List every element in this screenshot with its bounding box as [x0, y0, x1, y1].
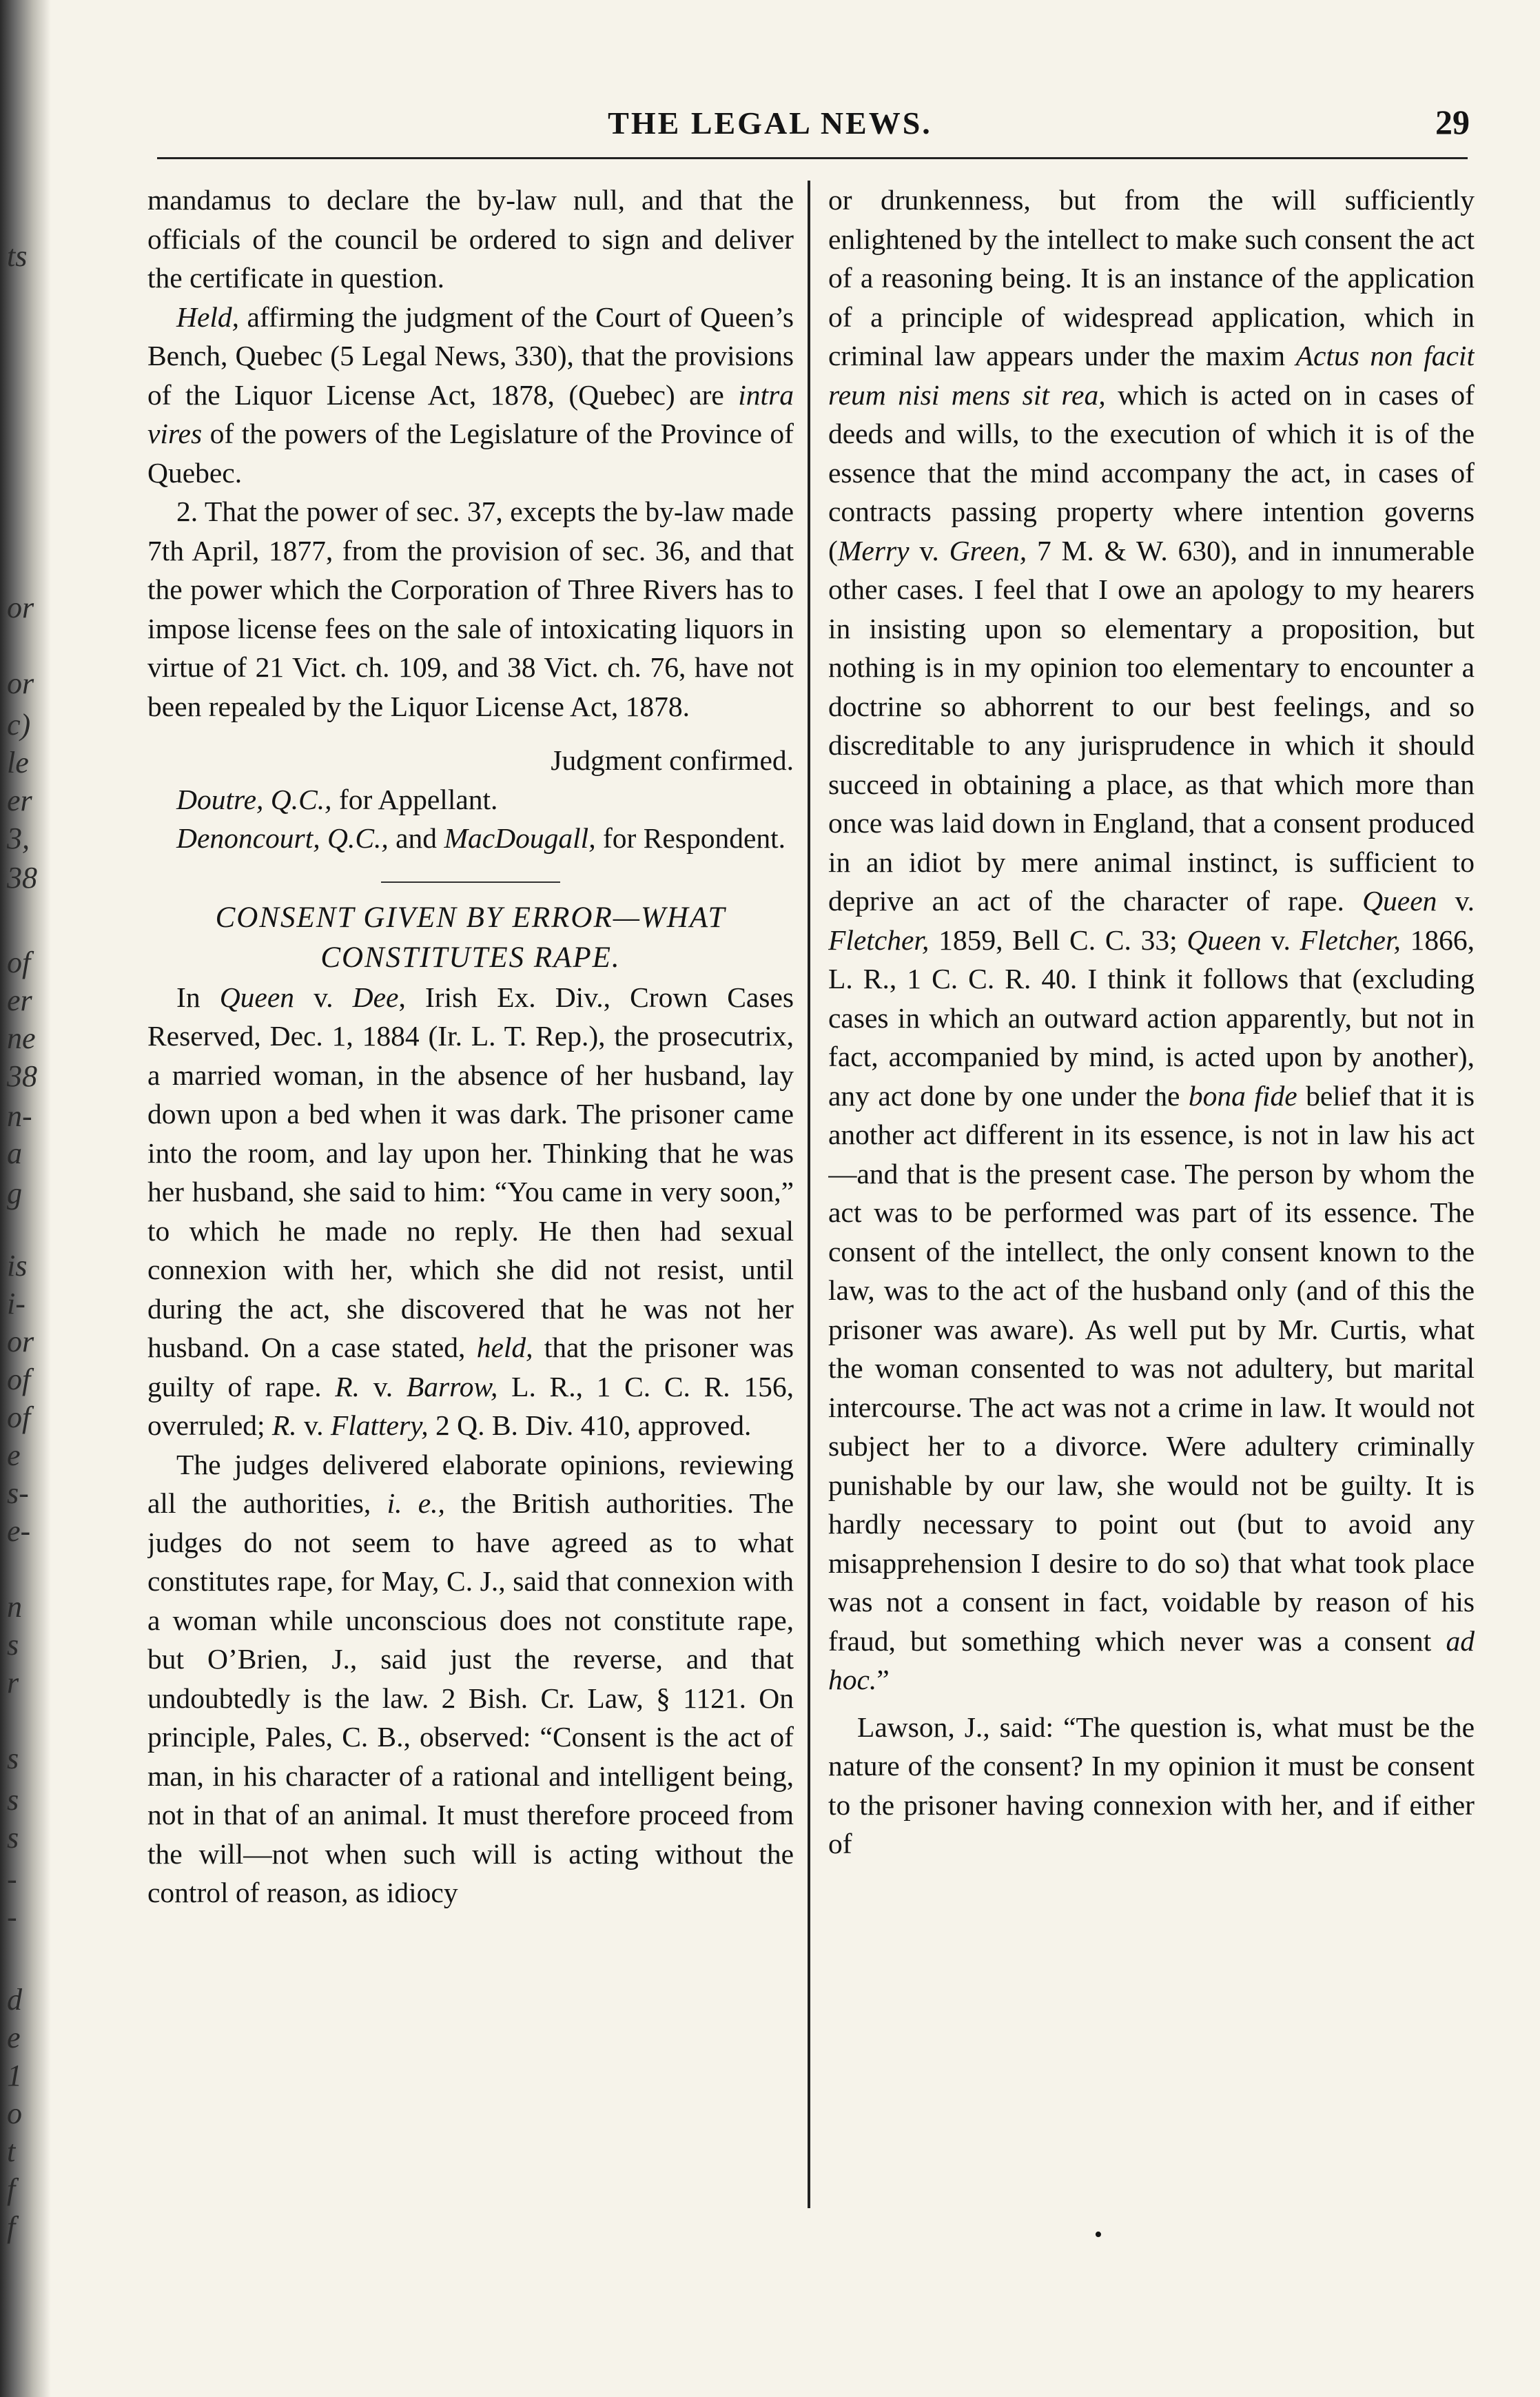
- paragraph-lawson: Lawson, J., said: “The question is, what must be the nature of the consent? In my opinion it must be consent to the prisoner having connexion with her, and if either of: [828, 1711, 1475, 1859]
- margin-fragment: e: [7, 2021, 21, 2054]
- margin-fragment: f: [7, 2172, 16, 2206]
- footer-mark: •: [1094, 2222, 1102, 2247]
- left-column: [147, 181, 794, 2214]
- margin-fragment: or: [7, 666, 34, 700]
- paragraph-case: In Queen v. Dee, Irish Ex. Div., Crown Cases Reserved, Dec. 1, 1884 (Ir. L. T. Rep.), the prosecutrix, a married woman, in the absence of her husband, lay down upon a bed when it was dark. The prisoner came into the room, and lay upon her. Thinking that he was her husband, she said to him: “You came in very soon,” to which he made no reply. He then had sexual connexion with her, which she did not resist, until during the act, she discovered that he was not her husband. On a case stated, held, that the prisoner was guilty of rape. R. v. Barrow, L. R., 1 C. C. R. 156, overruled; R. v. Flattery, 2 Q. B. Div. 410, approved.: [147, 981, 794, 1441]
- section-rule: [381, 881, 560, 883]
- paragraph: mandamus to declare the by-law null, and that the officials of the council be ordered to sign and deliver the certificate in question.: [147, 184, 794, 294]
- paragraph-judges: The judges delivered elaborate opinions, reviewing all the authorities, i. e., the British authorities. The judges do not seem to have agreed as to what constitutes rape, for May, C. J., said that connexion with a woman while unconscious does not constitute rape, but O’Brien, J., said just the reverse, and that undoubtedly is the law. 2 Bish. Cr. Law, § 1121. On principle, Pales, C. B., observed: “Consent is the act of man, in his character of a rational and intelligent being, not in that of an animal. It must therefore proceed from the will—not when such will is acting without the control of reason, as idiocy: [147, 1448, 794, 1908]
- margin-fragment: d: [7, 1983, 22, 2017]
- counsel-respondent: Denoncourt, Q.C., and MacDougall, for Respondent.: [176, 822, 786, 854]
- margin-fragment: er: [7, 983, 32, 1017]
- margin-fragment: of: [7, 946, 31, 979]
- margin-fragment: a: [7, 1136, 22, 1170]
- margin-fragment: o: [7, 2097, 22, 2130]
- margin-fragment: le: [7, 746, 29, 779]
- margin-fragment: n-: [7, 1099, 32, 1133]
- margin-fragment: of: [7, 1363, 31, 1396]
- margin-fragment: i-: [7, 1287, 25, 1320]
- margin-fragment: e-: [7, 1514, 31, 1548]
- margin-fragment: -: [7, 1862, 17, 1896]
- margin-fragment: s: [7, 1628, 19, 1662]
- margin-fragment: s-: [7, 1476, 29, 1510]
- margin-fragment: -: [7, 1900, 17, 1934]
- margin-fragment: er: [7, 784, 32, 817]
- margin-fragment: ne: [7, 1021, 36, 1055]
- page-number: 29: [1435, 103, 1470, 141]
- margin-fragment: s: [7, 1821, 19, 1855]
- margin-fragment: g: [7, 1176, 22, 1210]
- margin-fragment: e: [7, 1438, 21, 1472]
- margin-fragment: of: [7, 1400, 31, 1434]
- margin-fragment: 1: [7, 2059, 22, 2092]
- journal-title: THE LEGAL NEWS.: [608, 105, 932, 141]
- paragraph-continued: or drunkenness, but from the will sufficiently enlightened by the intellect to make such consent the act of a reasoning being. It is an instance of the application of a principle of widespread application, which in criminal law appears under the maxim Actus non facit reum nisi mens sit rea, which is acted on in cases of deeds and wills, to the execution of which it is of the essence that the mind accompany the act, in cases of contracts passing property where intention governs (Merry v. Green, 7 M. & W. 630), and in innumerable other cases. I feel that I owe an apology to my hearers in insisting upon so elementary a proposition, but nothing is in my opinion too elementary to encounter a doctrine so abhorrent to our best feelings, and so discreditable to any jurisprudence in which it should succeed in obtaining a place, as that which more than once was laid down in England, that a consent produced in an idiot by mere animal instinct, is sufficient to deprive an act of the character of rape. Queen v. Fletcher, 1859, Bell C. C. 33; Queen v. Fletcher, 1866, L. R., 1 C. C. R. 40. I think it follows that (excluding cases in which an outward action apparently, but not in fact, accompanied by mind, is acted upon by another), any act done by one under the bona fide belief that it is another act different in its essence, is not in law his act—and that is the present case. The person by whom the act was to be performed was part of its essence. The consent of the intellect, the only consent known to the law, was to the act of the husband only (and of this the prisoner was aware). As well put by Mr. Curtis, what the woman consented to was not adultery, but marital intercourse. The act was not a crime in law. It would not subject her to a divorce. Were adultery criminally punishable by our law, she would not be guilty. It is hardly necessary to point out (but to avoid any misapprehension I desire to do so) that what took place was not a consent in fact, voidable by reason of his fraud, but something which never was a consent ad hoc.”: [828, 184, 1475, 1695]
- paragraph-point-2: 2. That the power of sec. 37, excepts the by-law made 7th April, 1877, from the provision of sec. 36, and that the power which the Corporation of Three Rivers has to impose license fees on the sale of intoxicating liquors in virtue of 21 Vict. ch. 109, and 38 Vict. ch. 76, have not been repealed by the Liquor License Act, 1878.: [147, 496, 794, 722]
- margin-fragment: r: [7, 1666, 19, 1700]
- margin-fragment: s: [7, 1783, 19, 1817]
- paragraph-held: Held, affirming the judgment of the Court of Queen’s Bench, Quebec (5 Legal News, 330), that the provisions of the Liquor License Act, 1878, (Quebec) are intra vires of the powers of the Legislature of the Province of Quebec.: [147, 300, 794, 489]
- margin-fragment: or: [7, 591, 34, 624]
- margin-fragment: 38: [7, 861, 37, 895]
- margin-fragment: c): [7, 708, 31, 742]
- right-column: [828, 181, 1475, 2214]
- margin-fragment: s: [7, 1742, 19, 1775]
- margin-fragment: n: [7, 1590, 22, 1624]
- margin-fragment: f: [7, 2210, 16, 2244]
- margin-fragment: 38: [7, 1059, 37, 1093]
- article-heading: CONSENT GIVEN BY ERROR—WHAT CONSTITUTES RAPE.: [215, 901, 726, 974]
- margin-fragment: ts: [7, 239, 28, 273]
- header-rule: [157, 157, 1468, 159]
- margin-fragment: 3,: [7, 822, 30, 855]
- counsel-appellant: Doutre, Q.C., for Appellant.: [176, 783, 498, 815]
- margin-fragment: t: [7, 2134, 16, 2168]
- margin-fragment: is: [7, 1249, 28, 1283]
- judgment-line: Judgment confirmed.: [551, 744, 794, 776]
- column-divider: [808, 181, 810, 2208]
- margin-fragment: or: [7, 1325, 34, 1358]
